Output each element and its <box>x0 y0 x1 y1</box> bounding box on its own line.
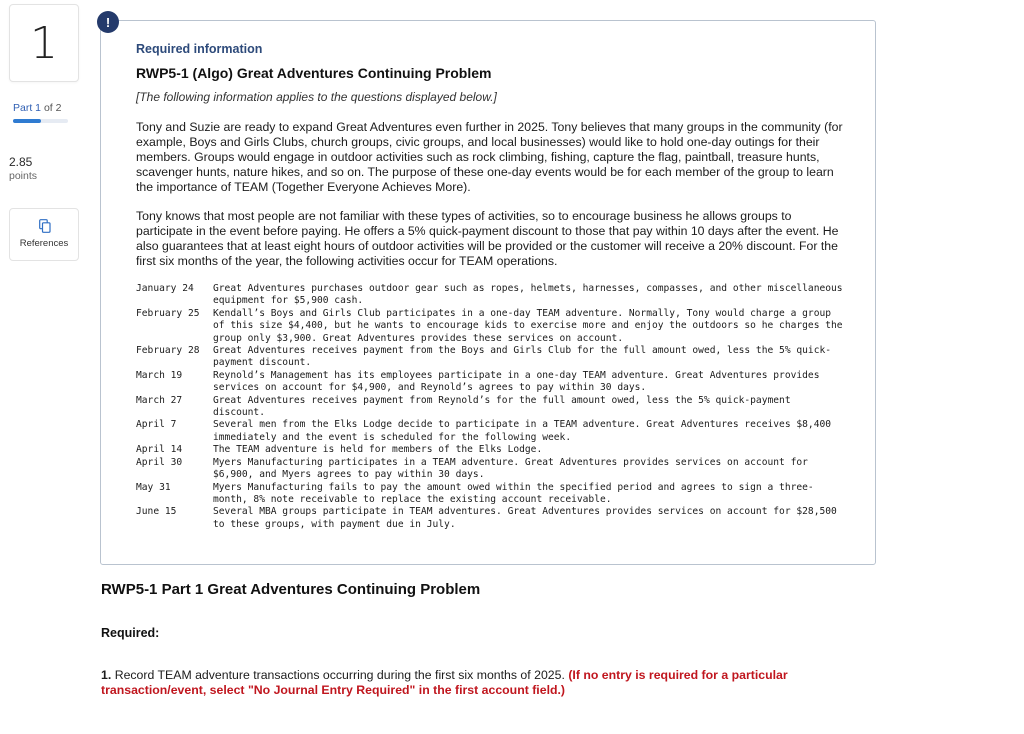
transaction-description: Several men from the Elks Lodge decide to participate in a TEAM adventure. Great Adventures receives $8,400 immediately and the event is scheduled for the following week. <box>213 419 832 443</box>
transaction-row <box>136 370 848 395</box>
transaction-date: April 30 <box>136 456 183 468</box>
transaction-date: February 28 <box>136 345 200 357</box>
transaction-description: Myers Manufacturing participates in a TEAM adventure. Great Adventures provides services on account for $6,900, and Myers agrees to pay within 30 days. <box>213 456 808 481</box>
instruction-item <box>101 668 861 698</box>
part-progress-fill <box>13 119 41 123</box>
question-number: 1 <box>30 17 58 69</box>
transaction-row <box>136 457 848 482</box>
policy-paragraph: Tony knows that most people are not familiar with these types of activities, so to encourage business he allows groups to participate in the event before paying. He offers a 5% quick-payment discount to those that pay within 10 days after the event. He also guarantees that at least eight hours of outdoor activities will be provided or the customer will receive a 20% discount. For the first six months of the year, the following activities occur for TEAM operations. <box>136 209 839 268</box>
transaction-date: April 14 <box>136 444 183 456</box>
transaction-date: February 25 <box>136 307 200 319</box>
transactions-table <box>136 283 848 531</box>
part-indicator <box>13 102 61 114</box>
transaction-row <box>136 419 848 444</box>
transaction-description: Reynold’s Management has its employees participate in a one-day TEAM adventure. Great Adventures provides services on account for $4,900, and Reynold’s agrees to pay within 30 days. <box>213 369 820 394</box>
transaction-row <box>136 482 848 507</box>
problem-title: RWP5-1 (Algo) Great Adventures Continuing Problem <box>136 65 492 81</box>
points-value: 2.85 <box>9 155 33 169</box>
transaction-row <box>136 345 848 370</box>
transaction-row <box>136 395 848 420</box>
transaction-description: Several MBA groups participate in TEAM adventures. Great Adventures provides services on account for $28,500 to these groups, with payment due in July. <box>213 506 837 530</box>
required-information-panel <box>100 20 876 565</box>
transaction-date: January 24 <box>136 283 194 294</box>
question-number-box <box>9 4 79 82</box>
transaction-row <box>136 506 848 531</box>
part-total: of 2 <box>43 102 62 114</box>
transaction-row <box>136 283 848 308</box>
transaction-description: Great Adventures receives payment from Reynold’s for the full amount owed, less the 5% quick-payment discount. <box>213 394 791 419</box>
references-button[interactable] <box>9 208 79 261</box>
part-title: RWP5-1 Part 1 Great Adventures Continuing Problem <box>101 581 481 598</box>
info-alert-icon: ! <box>97 11 119 33</box>
applies-note: [The following information applies to the questions displayed below.] <box>136 90 497 104</box>
part-current: Part 1 <box>13 102 42 114</box>
intro-paragraph: Tony and Suzie are ready to expand Great Adventures even further in 2025. Tony believes that many groups in the community (for example, Boys and Girls Clubs, church groups, civic groups, and local businesses) would like to hold one-day outings for their members. Groups would engage in outdoor activities such as rock climbing, fishing, capture the flag, paintball, treasure hunts, scavenger hunts, nature hikes, and so on. The purpose of these one-day events would be for each member of the group to learn the importance of TEAM (Together Everyone Achieves More). <box>136 120 843 194</box>
transaction-description: Kendall’s Boys and Girls Club participates in a one-day TEAM adventure. Normally, Tony would charge a group of this size $4,400, but he wants to encourage kids to exercise more and enjoy the outdoors so he charges the group only $3,900. Great Adventures provides these services on account. <box>213 307 843 344</box>
transaction-row <box>136 444 848 456</box>
required-label: Required: <box>101 626 160 640</box>
instruction-number: 1. <box>101 668 112 682</box>
transaction-date: May 31 <box>136 481 171 493</box>
transaction-description: The TEAM adventure is held for members of the Elks Lodge. <box>213 444 543 456</box>
instruction-text: Record TEAM adventure transactions occurring during the first six months of 2025. <box>114 668 565 682</box>
transaction-date: April 7 <box>136 419 177 431</box>
references-label: References <box>19 238 69 249</box>
transaction-description: Great Adventures purchases outdoor gear such as ropes, helmets, harnesses, compasses, and other miscellaneous equipment for $5,900 cash. <box>213 283 843 307</box>
transaction-date: March 19 <box>136 369 183 381</box>
part-progress-bar <box>13 119 68 123</box>
points-label: points <box>9 170 38 182</box>
transaction-description: Myers Manufacturing fails to pay the amount owed within the specified period and agrees to sign a three-month, 8% note receivable to replace the existing account receivable. <box>213 481 814 505</box>
transaction-description: Great Adventures receives payment from the Boys and Girls Club for the full amount owed, less the 5% quick-payment discount. <box>213 345 832 369</box>
copy-icon <box>39 219 51 233</box>
transaction-date: March 27 <box>136 394 183 406</box>
instruction-note: (If no entry is required for a particular transaction/event, select "No Journal Entry Required" in the first account field.) <box>101 668 788 697</box>
transaction-date: June 15 <box>136 506 177 518</box>
transaction-row <box>136 308 848 345</box>
required-information-heading: Required information <box>136 42 263 56</box>
